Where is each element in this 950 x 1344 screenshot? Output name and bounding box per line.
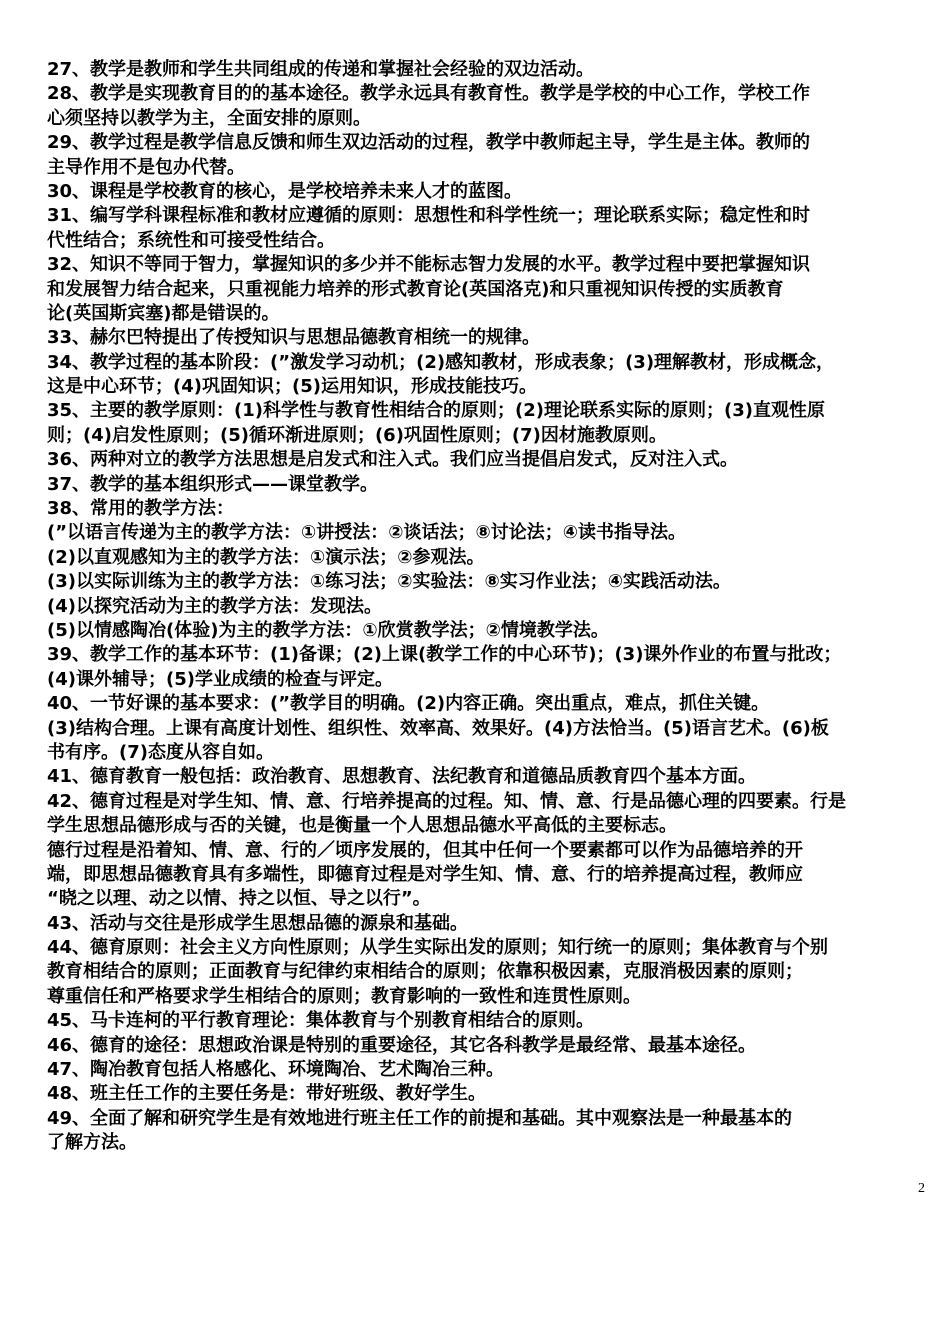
text-line: 书有序。(7)态度从容自如。 — [47, 741, 274, 763]
text-line: 34、教学过程的基本阶段：(”激发学习动机；(2)感知教材，形成表象；(3)理解教材，形成概念， — [47, 351, 835, 373]
text-line: 30、课程是学校教育的核心，是学校培养未来人才的蓝图。 — [47, 180, 523, 202]
text-line: (4)课外辅导；(5)学业成绩的检查与评定。 — [47, 668, 393, 690]
text-line: 德行过程是沿着知、情、意、行的／顷序发展的，但其中任何一个要素都可以作为品德培养的开 — [47, 839, 803, 861]
text-line: 47、陶冶教育包括人格感化、环境陶冶、艺术陶冶三种。 — [47, 1059, 505, 1081]
text-line: 48、班主任工作的主要任务是：带好班级、教好学生。 — [47, 1083, 487, 1105]
text-line: 40、一节好课的基本要求：(”教学目的明确。(2)内容正确。突出重点，难点，抓住关键。 — [47, 693, 770, 715]
text-line: 29、教学过程是教学信息反馈和师生双边活动的过程，教学中教师起主导，学生是主体。教师的 — [47, 132, 811, 154]
text-line: 则；(4)启发性原则；(5)循环渐进原则；(6)巩固性原则；(7)因材施教原则。 — [47, 424, 667, 446]
text-line: 43、活动与交往是形成学生思想品德的源泉和基础。 — [47, 912, 469, 934]
text-line: (3)以实际训练为主的教学方法：①练习法；②实验法：⑧实习作业法；④实践活动法。 — [47, 571, 731, 593]
document-body — [47, 58, 927, 1156]
text-line: 端，即思想品德教育具有多端性，即德育过程是对学生知、情、意、行的培养提高过程，教师应 — [47, 863, 803, 885]
text-line: 32、知识不等同于智力，掌握知识的多少并不能标志智力发展的水平。教学过程中要把掌握知识 — [47, 254, 811, 276]
text-line: 39、教学工作的基本环节：(1)备课；(2)上课(教学工作的中心环节)；(3)课外作业的布置与批改； — [47, 644, 842, 666]
text-line: 尊重信任和严格要求学生相结合的原则；教育影响的一致性和连贯性原则。 — [47, 985, 641, 1007]
text-line: 和发展智力结合起来，只重视能力培养的形式教育论(英国洛克)和只重视知识传授的实质教育 — [47, 278, 784, 300]
text-line: 心须坚持以教学为主，全面安排的原则。 — [47, 107, 371, 129]
text-line: 36、两种对立的教学方法思想是启发式和注入式。我们应当提倡启发式，反对注入式。 — [47, 449, 739, 471]
text-line: (2)以直观感知为主的教学方法：①演示法；②参观法。 — [47, 546, 485, 568]
text-line: 28、教学是实现教育目的的基本途径。教学永远具有教育性。教学是学校的中心工作，学校工作 — [47, 83, 811, 105]
text-line: 46、德育的途径：思想政治课是特别的重要途径，其它各科教学是最经常、最基本途径。 — [47, 1034, 757, 1056]
text-line: (”以语言传递为主的教学方法：①讲授法：②谈话法；⑧讨论法；④读书指导法。 — [47, 522, 687, 544]
text-line: 了解方法。 — [47, 1132, 137, 1154]
text-line: 代性结合；系统性和可接受性结合。 — [47, 229, 335, 251]
text-line: 44、德育原则：社会主义方向性原则；从学生实际出发的原则；知行统一的原则；集体教育与个别 — [47, 937, 829, 959]
text-line: 35、主要的教学原则：(1)科学性与教育性相结合的原则；(2)理论联系实际的原则；(3)直观性原 — [47, 400, 825, 422]
text-line: 33、赫尔巴特提出了传授知识与思想品德教育相统一的规律。 — [47, 327, 541, 349]
page-number: 2 — [918, 1181, 925, 1196]
text-line: 学生思想品德形成与否的关键，也是衡量一个人思想品德水平高低的主要标志。 — [47, 815, 677, 837]
text-line: 论(英国斯宾塞)都是错误的。 — [47, 302, 280, 324]
text-line: 45、马卡连柯的平行教育理论：集体教育与个别教育相结合的原则。 — [47, 1010, 595, 1032]
text-line: 38、常用的教学方法： — [47, 498, 235, 520]
text-line: 教育相结合的原则；正面教育与纪律约束相结合的原则；依靠积极因素，克服消极因素的原则； — [47, 961, 803, 983]
text-line: 49、全面了解和研究学生是有效地进行班主任工作的前提和基础。其中观察法是一种最基本的 — [47, 1107, 793, 1129]
text-line: 这是中心环节；(4)巩固知识；(5)运用知识，形成技能技巧。 — [47, 376, 537, 398]
text-line: 27、教学是教师和学生共同组成的传递和掌握社会经验的双边活动。 — [47, 59, 595, 80]
text-line: “晓之以理、动之以情、持之以恒、导之以行”。 — [47, 888, 431, 910]
text-line: (5)以情感陶冶(体验)为主的教学方法：①欣赏教学法；②情境教学法。 — [47, 619, 609, 641]
text-line: 主导作用不是包办代替。 — [47, 156, 245, 178]
text-line: 42、德育过程是对学生知、情、意、行培养提高的过程。知、情、意、行是品德心理的四要素。行是 — [47, 790, 847, 812]
text-line: 41、德育教育一般包括：政治教育、思想教育、法纪教育和道德品质教育四个基本方面。 — [47, 766, 757, 788]
text-line: (4)以探究活动为主的教学方法：发现法。 — [47, 595, 382, 617]
text-line: (3)结构合理。上课有高度计划性、组织性、效率高、效果好。(4)方法恰当。(5)语言艺术。(6)板 — [47, 717, 829, 739]
text-line: 31、编写学科课程标准和教材应遵循的原则：思想性和科学性统一；理论联系实际；稳定性和时 — [47, 205, 811, 227]
text-line: 37、教学的基本组织形式——课堂教学。 — [47, 473, 379, 495]
